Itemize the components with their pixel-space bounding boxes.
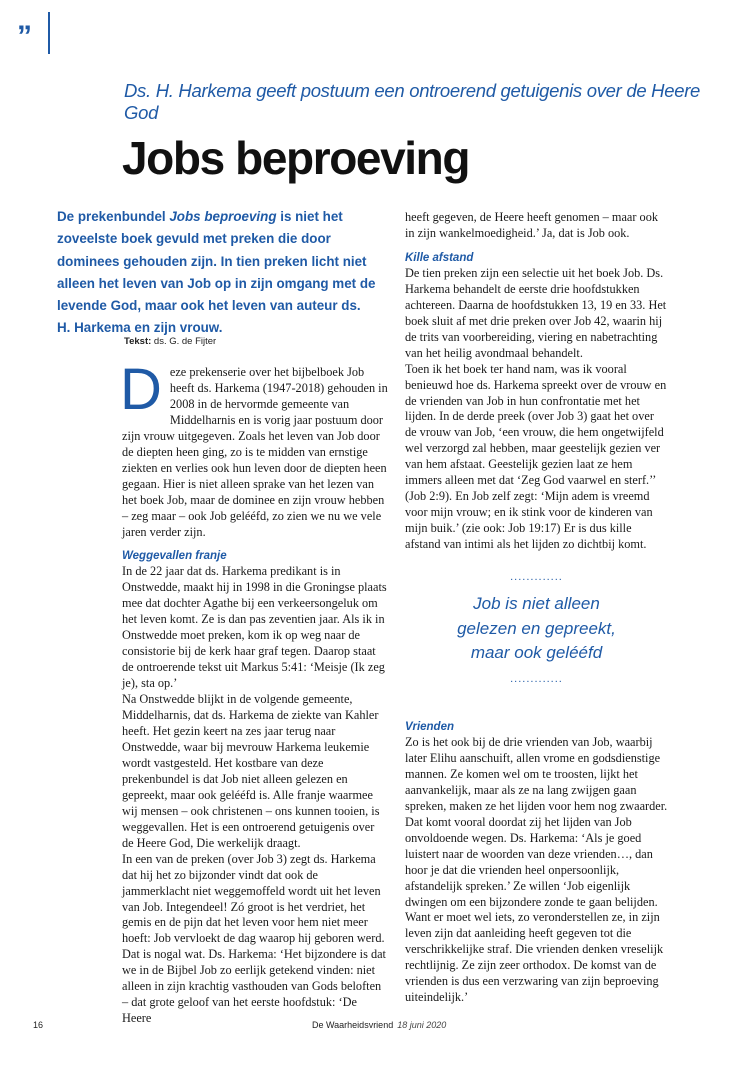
- section-heading-vrienden: Vrienden: [405, 721, 454, 733]
- publication-info: [312, 1020, 446, 1030]
- pull-quote-dots-bottom: .............: [510, 672, 563, 685]
- section-heading-weggevallen-franje: Weggevallen franje: [122, 550, 227, 563]
- section-heading-kille-afstand: Kille afstand: [405, 251, 474, 264]
- publication-name: De Waarheidsvriend: [312, 1020, 394, 1030]
- article-subtitle: Ds. H. Harkema geeft postuum een ontroerend getuigenis over de Heere God: [124, 80, 701, 123]
- lead-book-title: Jobs beproeving: [169, 209, 277, 224]
- lead-post: is niet het zoveelste boek gevuld met preken die door dominees gehouden zijn. In tien preken licht niet alleen het leven van Job op in zijn omgang met de levende God, maar ook het leven van auteur ds. H. Harkema en zijn vrouw.: [57, 209, 376, 336]
- vertical-rule: [48, 12, 50, 54]
- pull-quote-line: Job is niet alleen: [473, 594, 600, 613]
- byline-author: ds. G. de Fijter: [151, 336, 217, 347]
- intro-paragraph: [120, 357, 388, 540]
- article-title: Jobs beproeving: [122, 132, 470, 184]
- body-paragraph: Zo is het ook bij de drie vrienden van Job, waarbij later Elihu aanschuift, allen vrome en godsdienstige mannen. Ze komen wel om te troosten, lijkt het aanvankelijk, maar als ze na lang zwijgen gaan spreken, maken ze het lijden voor hem nog zwaarder. Dat komt vooral doordat zij het lijden van Job onvoldoende wegen. Ds. Harkema: ‘Als je goed luistert naar de woorden van deze vrienden…, dan hoor je dat die vrienden heel onpersoonlijk, afstandelijk spreken.’ Ze willen ‘Job eigenlijk dwingen om een bijzondere zonde te gaan belijden. Want er moet wel iets, zo veronderstellen ze, in zijn leven zijn dat aanleiding heeft gegeven tot die verschrikkelijke straf. Die vrienden denken vreselijk rechtlijnig. Ze zijn zeer orthodox. De komst van de vrienden is dus een verzwaring van zijn beproeving uiteindelijk.’: [405, 735, 668, 1005]
- body-paragraph: heeft gegeven, de Heere heeft genomen – maar ook in zijn wankelmoedigheid.’ Ja, dat is Job ook.: [405, 210, 658, 240]
- right-column: [405, 210, 668, 553]
- page-number: 16: [33, 1020, 44, 1030]
- body-paragraph: In een van de preken (over Job 3) zegt ds. Harkema dat hij het zo bijzonder vindt dat ook de jammerklacht niet weggemoffeld wordt uit het leven van Job. Integendeel! Zó groot is het verdriet, het gemis en de pijn dat het leven voor hem niet meer hoeft: Job vervloekt de dag waarop hij geboren werd. Dat is nogal wat. Ds. Harkema: ‘Het bijzondere is dat we in de Bijbel Job zo eerlijk getekend vinden: niet alleen in zijn krachtig vasthouden van Gods beloften – dat grote geloof van het eerste hoofdstuk: ‘De Heere: [122, 851, 386, 1026]
- quote-mark-icon: ”: [17, 20, 32, 53]
- body-paragraph: De tien preken zijn een selectie uit het boek Job. Ds. Harkema behandelt de eerste drie hoofdstukken achtereen. Daarna de hoofdstukken 13, 19 en 33. Het boek sluit af met drie preken over Job 42, waarin hij de trits van voorbereiding, viering en nabetrachting van het heilig avondmaal behandelt.: [405, 265, 667, 360]
- pull-quote: [405, 570, 668, 686]
- byline-label: Tekst:: [124, 336, 152, 347]
- pull-quote-line: gelezen en gepreekt,: [457, 618, 616, 638]
- body-paragraph: Toen ik het boek ter hand nam, was ik vooral benieuwd hoe ds. Harkema spreekt over de vrouw en de vrienden van Job in hun confrontatie met het lijden. In de derde preek (over Job 3) gaat het over de vrouw van Job, ‘een vrouw, die hem ongetwijfeld wel verzorgd zal hebben, maar geestelijk gezien ver van hem afstaat. Geestelijk gezien laat ze hem immers alleen met dat ‘Zeg God vaarwel en sterf.’’ (Job 2:9). En Job zelf zegt: ‘Mijn adem is vreemd voor mijn vrouw; en ik stink voor de kinderen van mijn buik.’ (zie ook: Job 19:17) Er is dus kille afstand van intimi als het lijden zo dichtbij komt.: [405, 361, 667, 552]
- lead-paragraph: [57, 206, 377, 340]
- publication-date: 18 juni 2020: [397, 1020, 447, 1030]
- byline: [124, 336, 216, 347]
- left-column: [120, 357, 388, 1027]
- intro-text: eze prekenserie over het bijbelboek Job heeft ds. Harkema (1947-2018) gehouden in 2008 in de hervormde gemeente van Middelharnis en is vorig jaar postuum door zijn vrouw uitgegeven. Zoals het leven van Job door de diepten heen ging, zo is te midden van ernstige ziekten en verlies ook hun leven door de diepten heen gegaan. Hier is niet alleen sprake van het lezen van het boek Job, maar de dominee en zijn vrouw hebben – zeg maar – ook Job gelééfd, zo zien we nu we vele jaren verder zijn.: [122, 365, 388, 539]
- pull-quote-line: maar ook gelééfd: [470, 643, 603, 662]
- body-paragraph: In de 22 jaar dat ds. Harkema predikant is in Onstwedde, maakt hij in 1998 in die Groningse plaats mee dat dochter Agathe bij een verkeersongeluk om het leven komt. Ze is dan pas zeventien jaar. Als ik in Onstwedde moet preken, kom ik op weg naar de consistorie bij de kerk haar graf tegen. Daarop staat de ontroerende tekst uit Markus 5:41: ‘Meisje (Ik zeg je), sta op.’: [122, 564, 387, 691]
- right-column-lower: [405, 719, 668, 1006]
- pull-quote-dots-top: .............: [510, 571, 563, 583]
- pull-quote-text: [405, 592, 668, 666]
- drop-cap: D: [120, 357, 162, 422]
- lead-pre: De prekenbundel: [57, 209, 170, 224]
- body-paragraph: Na Onstwedde blijkt in de volgende gemeente, Middelharnis, dat ds. Harkema de ziekte van Kahler heeft. Het gezin keert na zes jaar terug naar Onstwedde, waar bij mevrouw Harkema leukemie wordt vastgesteld. Het kostbare van deze prekenbundel is dat Job niet alleen gelezen en gepreekt, maar ook gelééfd is. Alle franje waarmee wij mensen – ook christenen – ons kunnen tooien, is weggevallen. Het is een ontroerend getuigenis over de Heere God, Die werkelijk draagt.: [122, 692, 380, 850]
